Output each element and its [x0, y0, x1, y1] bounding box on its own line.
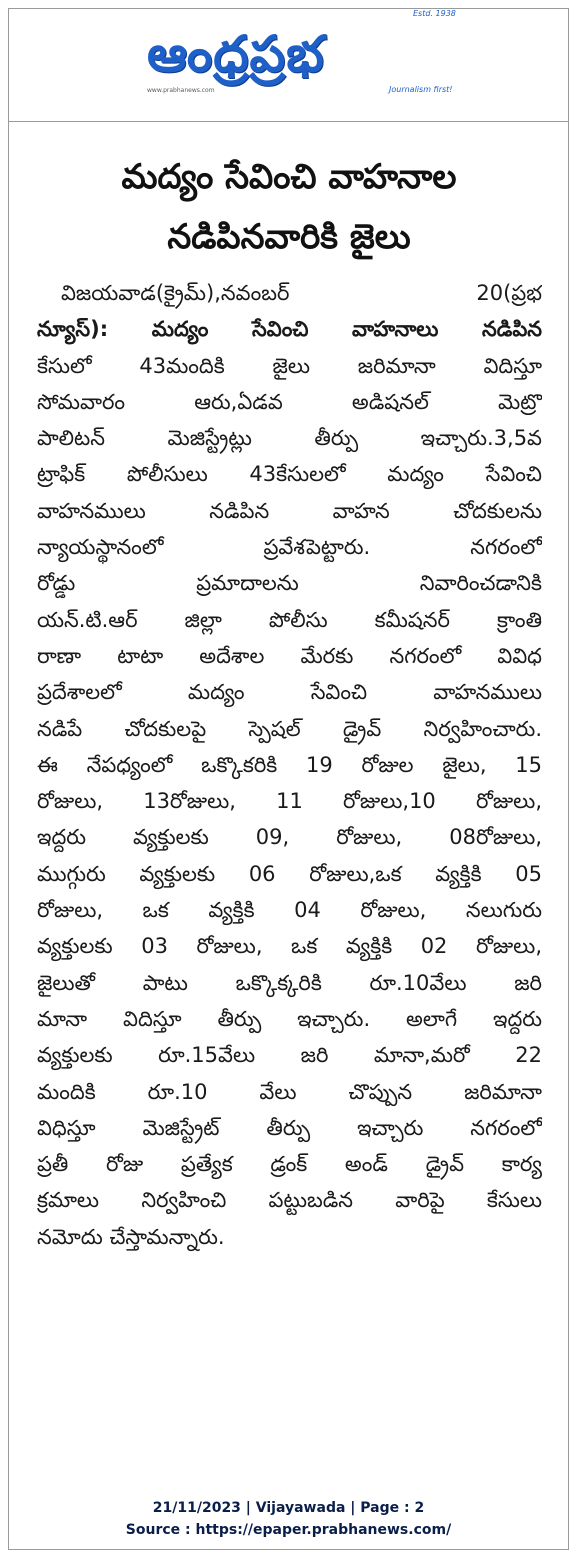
footer-date-edition: 21/11/2023 | Vijayawada | Page : 2 [152, 1500, 425, 1516]
article-line: న్యాయస్థానంలో ప్రవేశపెట్టారు. నగరంలో [37, 535, 542, 560]
article-line: జైలుతో పాటు ఒక్కొక్కరికి రూ.10వేలు జరి [37, 970, 542, 995]
article-line: మానా విదిస్తూ తీర్పు ఇచ్చారు. అలాగే ఇద్దరు [37, 1006, 542, 1031]
article-line: విజయవాడ(క్రైమ్),నవంబర్ 20(ప్రభ [61, 281, 542, 305]
article-line: ట్రాఫిక్ పోలీసులు 43కేసులలో మద్యం సేవించి [37, 462, 542, 487]
article-line: విధిస్తూ మెజిస్ట్రేట్ తీర్పు ఇచ్చారు నగరంలో [37, 1115, 542, 1140]
article-line: ఇద్దరు వ్యక్తులకు 09, రోజులు, 08రోజులు, [37, 825, 542, 850]
article-line: న్యూస్): మద్యం సేవించి వాహనాలు నడిపిన [37, 317, 542, 342]
article-line: యన్.టి.ఆర్ జిల్లా పోలీసు కమీషనర్ క్రాంతి [37, 607, 542, 632]
newspaper-logo: ఆంధ్రప్రభ [147, 25, 325, 83]
article-line: వ్యక్తులకు 03 రోజులు, ఒక వ్యక్తికి 02 రోజులు, [37, 934, 542, 959]
article-line: రోజులు, 13రోజులు, 11 రోజులు,10 రోజులు, [37, 789, 542, 814]
article-line: ప్రతీ రోజు ప్రత్యేక డ్రంక్ అండ్ డ్రైవ్ కార్య [37, 1152, 542, 1177]
masthead-divider [9, 121, 568, 122]
article-line: పాలిటన్ మెజిస్ట్రేట్లు తీర్పు ఇచ్చారు.3,5వ [37, 426, 542, 451]
article-line: మందికి రూ.10 వేలు చొప్పున జరిమానా [37, 1079, 542, 1104]
article-headline [39, 147, 539, 267]
clipping-footer [9, 1497, 568, 1541]
article-line: ఈ నేపధ్యంలో ఒక్కొకరికి 19 రోజుల జైలు, 15 [37, 752, 542, 777]
article-line: ముగ్గురు వ్యక్తులకు 06 రోజులు,ఒక వ్యక్తికి 05 [37, 861, 542, 886]
masthead-tagline: Journalism first! [389, 85, 453, 94]
article-line: నమోదు చేస్తామన్నారు. [37, 1224, 225, 1249]
article-line: కేసులో 43మందికి జైలు జరిమానా విదిస్తూ [37, 353, 542, 378]
article-line: రోడ్డు ప్రమాదాలను నివారించడానికి [37, 571, 542, 596]
masthead [9, 9, 570, 117]
article-line: రోజులు, ఒక వ్యక్తికి 04 రోజులు, నలుగురు [37, 898, 542, 923]
article-line: వ్యక్తులకు రూ.15వేలు జరి మానా,మరో 22 [37, 1043, 542, 1068]
article-line: ప్రదేశాలలో మద్యం సేవించి వాహనములు [37, 680, 542, 705]
article-line: క్రమాలు నిర్వహించి పట్టుబడిన వారిపై కేసులు [37, 1188, 542, 1213]
article-line: నడిపే చోదకులపై స్పెషల్ డ్రైవ్ నిర్వహించారు. [37, 716, 542, 741]
article-line: వాహనములు నడిపిన వాహన చోదకులను [37, 498, 542, 523]
masthead-website: www.prabhanews.com [147, 87, 215, 94]
clipping-frame [8, 8, 569, 1550]
headline-line-1: మద్యం సేవించి వాహనాల [121, 157, 457, 197]
established-note: Estd. 1938 [413, 9, 456, 18]
article-line: రాణా టాటా అదేశాల మేరకు నగరంలో వివిధ [37, 643, 542, 668]
article-line: సోమవారం ఆరు,ఏడవ అడిషనల్ మెట్రొ [37, 389, 542, 414]
headline-line-2: నడిపినవారికి జైలు [167, 217, 411, 257]
article-body [37, 275, 542, 1255]
footer-source-link[interactable]: Source : https://epaper.prabhanews.com/ [125, 1522, 452, 1538]
